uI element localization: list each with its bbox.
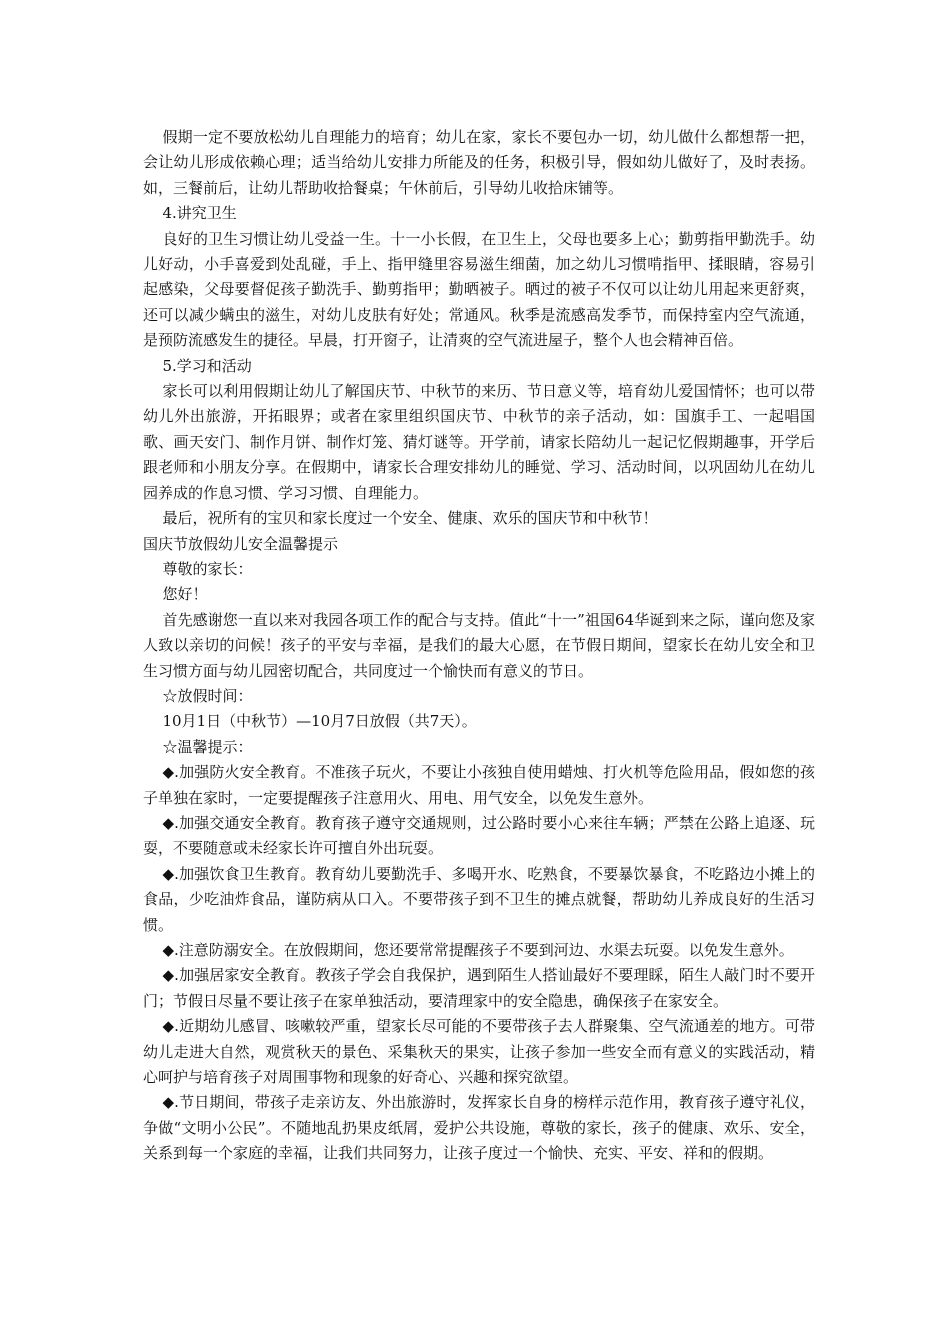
section-heading-hygiene: 4.讲究卫生 bbox=[162, 204, 237, 223]
holiday-time-label: ☆放假时间： bbox=[162, 686, 253, 705]
tip-drowning-safety: ◆.注意防溺安全。在放假期间，您还要常常提醒孩子不要到河边、水渠去玩耍。以免发生意外。 bbox=[162, 941, 794, 959]
salutation: 尊敬的家长： bbox=[162, 559, 253, 578]
tip-home-safety: ◆.加强居家安全教育。教孩子学会自我保护，遇到陌生人搭讪最好不要理睬，陌生人敲门时不要开门；节假日尽量不要让孩子在家单独活动，要清理家中的安全隐患，确保孩子在家安全。 bbox=[143, 966, 815, 1010]
holiday-time-value: 10月1日（中秋节）—10月7日放假（共7天）。 bbox=[162, 712, 477, 731]
tips-label: ☆温馨提示： bbox=[162, 737, 253, 756]
tip-traffic-safety: ◆.加强交通安全教育。教育孩子遵守交通规则，过公路时要小心来往车辆；严禁在公路上追逐、玩耍，不要随意或未经家长许可擅自外出玩耍。 bbox=[143, 813, 815, 858]
tip-fire-safety: ◆.加强防火安全教育。不准孩子玩火，不要让小孩独自使用蜡烛、打火机等危险用品，假如您的孩子单独在家时，一定要提醒孩子注意用火、用电、用气安全，以免发生意外。 bbox=[143, 763, 815, 807]
document-page bbox=[143, 125, 815, 1167]
tip-food-hygiene: ◆.加强饮食卫生教育。教育幼儿要勤洗手、多喝开水、吃熟食，不要暴饮暴食，不吃路边小摊上的食品，少吃油炸食品，谨防病从口入。不要带孩子到不卫生的摊点就餐，帮助幼儿养成良好的生活习惯。 bbox=[143, 864, 815, 934]
greeting: 您好！ bbox=[162, 585, 208, 604]
paragraph-hygiene: 良好的卫生习惯让幼儿受益一生。十一小长假，在卫生上，父母也要多上心；勤剪指甲勤洗手。幼儿好动，小手喜爱到处乱碰，手上、指甲缝里容易滋生细菌，加之幼儿习惯啃指甲、揉眼睛，容易引起感染，父母要督促孩子勤洗手、勤剪指甲；勤晒被子。晒过的被子不仅可以让幼儿用起来更舒爽，还可以减少螨虫的滋生，对幼儿皮肤有好处；常通风。秋季是流感高发季节，而保持室内空气流通，是预防流感发生的捷径。早晨，打开窗子，让清爽的空气流进屋子，整个人也会精神百倍。 bbox=[143, 229, 815, 350]
paragraph-learning: 家长可以利用假期让幼儿了解国庆节、中秋节的来历、节日意义等，培育幼儿爱国情怀；也可以带幼儿外出旅游，开拓眼界；或者在家里组织国庆节、中秋节的亲子活动，如：国旗手工、一起唱国歌、画天安门、制作月饼、制作灯笼、猜灯谜等。开学前，请家长陪幼儿一起记忆假期趣事，开学后跟老师和小朋友分享。在假期中，请家长合理安排幼儿的睡觉、学习、活动时间，以巩固幼儿在幼儿园养成的作息习惯、学习习惯、自理能力。 bbox=[143, 382, 815, 502]
notice-title: 国庆节放假幼儿安全温馨提示 bbox=[143, 534, 339, 553]
paragraph-closing-wish: 最后，祝所有的宝贝和家长度过一个安全、健康、欢乐的国庆节和中秋节！ bbox=[162, 509, 658, 528]
paragraph-self-care: 假期一定不要放松幼儿自理能力的培育；幼儿在家，家长不要包办一切，幼儿做什么都想帮一把，会让幼儿形成依赖心理；适当给幼儿安排力所能及的任务，积极引导，假如幼儿做好了，及时表扬。如，三餐前后，让幼儿帮助收拾餐桌；午休前后，引导幼儿收拾床铺等。 bbox=[143, 128, 815, 197]
tip-etiquette: ◆.节日期间，带孩子走亲访友、外出旅游时，发挥家长自身的榜样示范作用，教育孩子遵守礼仪，争做“文明小公民”。不随地乱扔果皮纸屑，爱护公共设施，尊敬的家长，孩子的健康、欢乐、安全，关系到每一个家庭的幸福，让我们共同努力，让孩子度过一个愉快、充实、平安、祥和的假期。 bbox=[143, 1093, 815, 1163]
paragraph-thanks: 首先感谢您一直以来对我园各项工作的配合与支持。值此“十一”祖国64华诞到来之际，谨向您及家人致以亲切的问候！孩子的平安与幸福，是我们的最大心愿，在节假日期间，望家长在幼儿安全和卫生习惯方面与幼儿园密切配合，共同度过一个愉快而有意义的节日。 bbox=[143, 610, 815, 680]
section-heading-learning: 5.学习和活动 bbox=[162, 356, 252, 375]
tip-cold-prevention: ◆.近期幼儿感冒、咳嗽较严重，望家长尽可能的不要带孩子去人群聚集、空气流通差的地方。可带幼儿走进大自然，观赏秋天的景色、采集秋天的果实，让孩子参加一些安全而有意义的实践活动，精心呵护与培育孩子对周围事物和现象的好奇心、兴趣和探究欲望。 bbox=[143, 1017, 815, 1087]
